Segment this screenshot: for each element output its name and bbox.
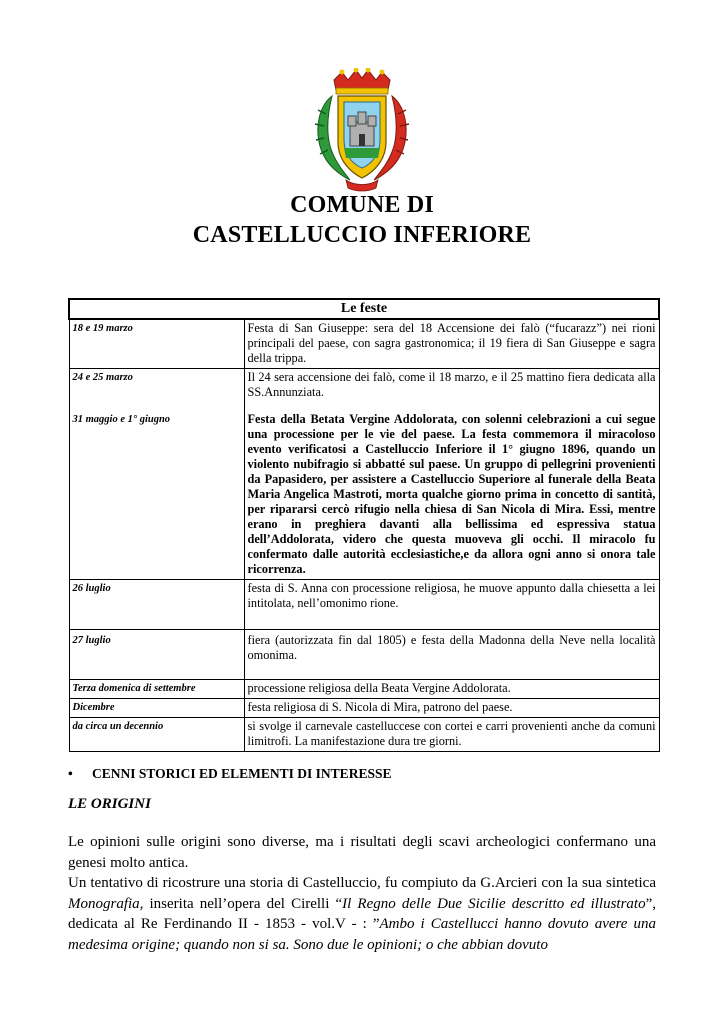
- table-row: [69, 718, 659, 752]
- table-row: [69, 580, 659, 630]
- date-label: 24 e 25 marzo: [72, 372, 133, 383]
- table-row: [69, 630, 659, 680]
- table-cell-desc: processione religiosa della Beata Vergine Addolorata.: [244, 680, 659, 699]
- table-cell-desc: festa di S. Anna con processione religiosa, he muove appunto dalla chiesetta a lei intitolata, nell’omonimo rione.: [244, 580, 659, 630]
- subsection-heading: LE ORIGINI: [68, 796, 151, 812]
- table-cell-date: Dicembre: [69, 699, 244, 718]
- table-row: [69, 680, 659, 699]
- table-cell-date: da circa un decennio: [69, 718, 244, 752]
- table-cell-date: Terza domenica di settembre: [69, 680, 244, 699]
- paragraph-text: ”, dedicata al Re Ferdinando II - 1853 - vol.V - : ”: [68, 895, 656, 932]
- date-label: 31 maggio e 1° giugno: [72, 414, 171, 425]
- table-header-row: [69, 299, 659, 319]
- paragraph-italic-text: Monografia,: [68, 895, 144, 912]
- table-cell-desc: Festa di San Giuseppe: sera del 18 Accensione dei falò (“fucarazz”) nei rioni principali del paese, con sagra gastronomica; il 19 fiera di San Giuseppe e sagra della trippa.: [244, 319, 659, 369]
- paragraph: Le opinioni sulle origini sono diverse, ma i risultati degli scavi archeologici confermano una genesi molto antica.: [68, 834, 656, 871]
- festivals-table: [68, 298, 660, 752]
- paragraph-text: Un tentativo di ricostrure una storia di Castelluccio, fu compiuto da G.Arcieri con la sua sintetica: [68, 875, 656, 891]
- table-row: [69, 699, 659, 718]
- table-cell-desc: [244, 369, 659, 580]
- table-cell-date: 18 e 19 marzo: [69, 319, 244, 369]
- coat-of-arms-logo: [312, 68, 412, 192]
- table-cell-date: 26 luglio: [69, 580, 244, 630]
- bullet-icon: •: [68, 766, 73, 781]
- desc-text: Il 24 sera accensione dei falò, come il 18 marzo, e il 25 mattino fiera dedicata alla SS.Annunziata.: [247, 370, 656, 399]
- table-heading: Le feste: [69, 299, 659, 319]
- table-cell-desc: fiera (autorizzata fin dal 1805) e festa della Madonna della Neve nella località omonima.: [244, 630, 659, 680]
- paragraph-italic-text: Ambo i Castellucci hanno dovuto avere una medesima origine; quando non si sa. Sono due le opinioni; o che abbian dovuto: [68, 916, 656, 953]
- table-cell-desc: festa religiosa di S. Nicola di Mira, patrono del paese.: [244, 699, 659, 718]
- page-title-line1: COMUNE DI: [290, 192, 434, 218]
- paragraph: [68, 873, 656, 955]
- table-cell-date: [69, 369, 244, 580]
- paragraph-italic-text: Il Regno delle Due Sicilie descritto ed illustrato: [342, 895, 646, 912]
- desc-text-bold: Festa della Betata Vergine Addolorata, con solenni celebrazioni a cui segue una processione per le vie del paese. La festa commemora il miracoloso evento verificatosi a Castelluccio Inferiore il 1° giugno 1896, quando un violento nubifragio si abbatté sul paese. Un gruppo di pellegrini provenienti da Papasidero, per assistere a Castelluccio Superiore al funerale della Beata Maria Angelica Mastroti, morta qualche giorno prima in concetto di santità, per ripararsi cercò rifugio nella chiesa di San Nicola di Mira. Essi, mentre erano in preghiera davanti alla bellissima ed espressiva statua dell’Addolorata, videro che questa muoveva gli occhi. Il miracolo fu confermato dalle autorità ecclesiastiche,e da allora ogni anno si onora tale ricorrenza.: [247, 412, 656, 576]
- table-row: [69, 369, 659, 580]
- table-cell-desc: si svolge il carnevale castelluccese con cortei e carri provenienti anche da comuni limitrofi. La manifestazione dura tre giorni.: [244, 718, 659, 752]
- page-title-line2: CASTELLUCCIO INFERIORE: [192, 222, 532, 248]
- table-cell-date: 27 luglio: [69, 630, 244, 680]
- paragraph-text: inserita nell’opera del Cirelli “: [143, 895, 343, 912]
- table-row: [69, 319, 659, 369]
- section-heading-text: CENNI STORICI ED ELEMENTI DI INTERESSE: [92, 766, 392, 781]
- section-heading: [68, 766, 391, 782]
